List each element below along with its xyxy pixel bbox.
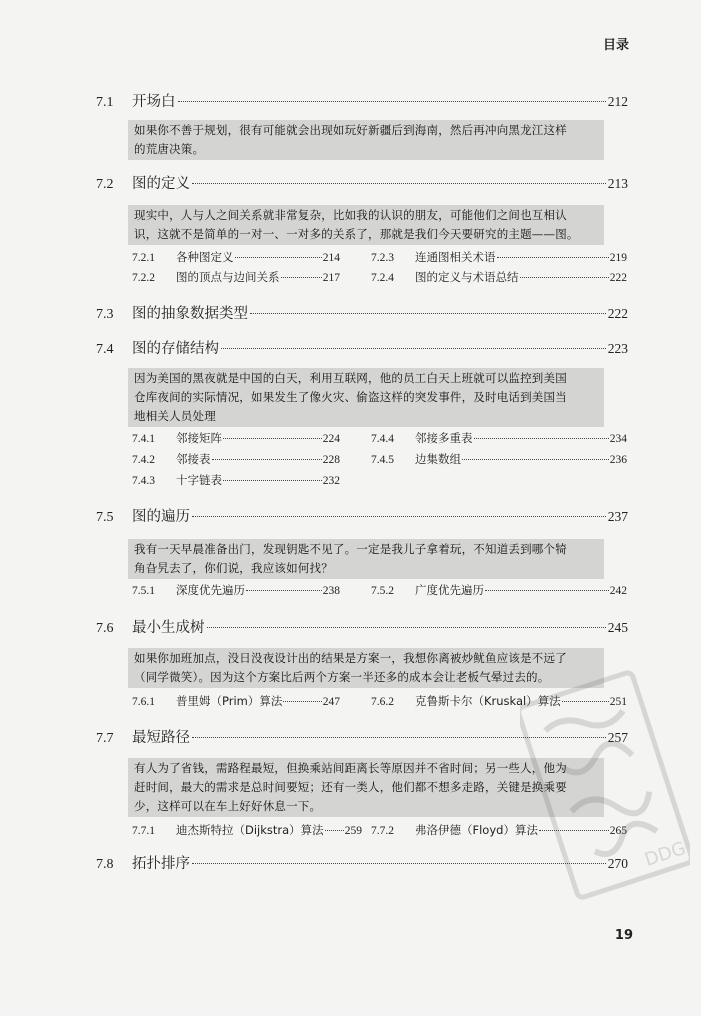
subsection-number: 7.7.2 (371, 825, 394, 837)
subsection-entry[interactable] (371, 451, 627, 469)
section-quote (128, 648, 604, 688)
leader-dots (192, 863, 606, 864)
quote-line: 少，这样可以在车上好好休息一下。 (134, 799, 322, 813)
subsection-title: 普里姆（Prim）算法 (176, 694, 283, 708)
subsection-number: 7.4.5 (371, 454, 394, 466)
subsection-entry[interactable] (132, 269, 340, 287)
subsection-entry[interactable] (132, 249, 340, 267)
toc-entry[interactable] (96, 505, 628, 527)
subsection-title: 图的顶点与边间关系 (176, 270, 280, 284)
quote-line: 仓库夜间的实际情况，如果发生了像火灾、偷盗这样的突发事件，及时电话到美国当 (134, 390, 567, 404)
subsection-page: 251 (609, 696, 627, 708)
header-label: 目录 (602, 38, 629, 53)
subsection-title: 邻接表 (176, 452, 211, 466)
page-number: 19 (614, 928, 633, 943)
quote-line: 因为美国的黑夜就是中国的白天，利用互联网，他的员工白天上班就可以监控到美国 (134, 371, 567, 385)
subsection-page: 265 (609, 825, 627, 837)
toc-entry[interactable] (96, 616, 628, 638)
leader-dots (462, 459, 609, 460)
leader-dots (562, 701, 609, 702)
subsection-entry[interactable] (371, 693, 627, 711)
toc-entry[interactable] (96, 852, 628, 874)
subsection-page: 232 (322, 475, 340, 487)
subsection-title: 邻接多重表 (415, 431, 473, 445)
subsection-entry[interactable] (371, 582, 627, 600)
subsection-page: 259 (344, 825, 362, 837)
section-title: 开场白 (132, 94, 176, 110)
subsection-title: 深度优先遍历 (176, 583, 245, 597)
subsection-title: 边集数组 (415, 452, 461, 466)
section-number: 7.1 (96, 95, 114, 110)
subsection-number: 7.4.3 (132, 475, 155, 487)
section-title: 拓扑排序 (132, 856, 190, 872)
subsection-entry[interactable] (132, 693, 340, 711)
subsection-number: 7.2.4 (371, 272, 394, 284)
quote-line: 有人为了省钱，需路程最短，但换乘站间距离长等原因并不省时间；另一些人，他为 (134, 761, 567, 775)
section-number: 7.2 (96, 177, 114, 192)
subsection-number: 7.2.1 (132, 252, 155, 264)
subsection-entry[interactable] (132, 451, 340, 469)
subsection-entry[interactable] (132, 822, 362, 840)
subsection-page: 236 (609, 454, 627, 466)
subsection-page: 234 (609, 433, 627, 445)
leader-dots (520, 277, 609, 278)
section-title: 最短路径 (132, 730, 190, 746)
subsection-title: 邻接矩阵 (176, 431, 222, 445)
toc-entry[interactable] (96, 302, 628, 324)
subsection-title: 各种图定义 (176, 250, 234, 264)
toc-entry[interactable] (96, 337, 628, 359)
quote-line: 识，这就不是简单的一对一、一对多的关系了，那就是我们今天要研究的主题——图。 (134, 227, 579, 241)
leader-dots (539, 830, 609, 831)
section-title: 图的存储结构 (132, 341, 219, 357)
quote-line: 我有一天早晨准备出门，发现钥匙不见了。一定是我儿子拿着玩，不知道丢到哪个犄 (134, 542, 567, 556)
subsection-title: 克鲁斯卡尔（Kruskal）算法 (415, 694, 561, 708)
leader-dots (207, 627, 606, 628)
leader-dots (235, 257, 322, 258)
subsection-page: 222 (609, 272, 627, 284)
leader-dots (283, 701, 321, 702)
subsection-number: 7.6.2 (371, 696, 394, 708)
subsection-title: 十字链表 (176, 473, 222, 487)
quote-line: 的荒唐决策。 (134, 142, 205, 156)
section-number: 7.4 (96, 342, 114, 357)
leader-dots (223, 480, 322, 481)
leader-dots (250, 313, 606, 314)
leader-dots (281, 277, 322, 278)
leader-dots (178, 101, 606, 102)
quote-line: （同学微笑）。因为这个方案比后两个方案一半还多的成本会让老板气晕过去的。 (134, 670, 550, 684)
subsection-number: 7.2.2 (132, 272, 155, 284)
section-page: 257 (607, 730, 628, 745)
section-page: 222 (607, 306, 628, 321)
section-title: 图的抽象数据类型 (132, 306, 248, 322)
subsection-page: 238 (322, 585, 340, 597)
section-quote (128, 368, 604, 427)
leader-dots (485, 590, 609, 591)
leader-dots (474, 438, 609, 439)
leader-dots (497, 257, 609, 258)
subsection-number: 7.2.3 (371, 252, 394, 264)
section-quote (128, 539, 604, 579)
section-quote (128, 205, 604, 245)
subsection-page: 214 (322, 252, 340, 264)
quote-line: 地相关人员处理 (134, 409, 216, 423)
section-page: 237 (607, 509, 628, 524)
subsection-number: 7.5.1 (132, 585, 155, 597)
subsection-title: 迪杰斯特拉（Dijkstra）算法 (176, 823, 324, 837)
subsection-page: 224 (322, 433, 340, 445)
quote-line: 角旮旯去了，你们说，我应该如何找？ (134, 561, 333, 575)
toc-entry[interactable] (96, 90, 628, 112)
section-page: 212 (607, 94, 628, 109)
subsection-number: 7.7.1 (132, 825, 155, 837)
subsection-entry[interactable] (371, 249, 627, 267)
section-number: 7.6 (96, 621, 114, 636)
subsection-page: 247 (322, 696, 340, 708)
section-quote (128, 758, 604, 817)
stamp-text: DDG (642, 837, 689, 871)
subsection-page: 219 (609, 252, 627, 264)
leader-dots (325, 830, 344, 831)
leader-dots (192, 516, 606, 517)
section-title: 最小生成树 (132, 620, 205, 636)
toc-entry[interactable] (96, 172, 628, 194)
subsection-entry[interactable] (371, 430, 627, 448)
subsection-title: 广度优先遍历 (415, 583, 484, 597)
subsection-title: 连通图相关术语 (415, 250, 496, 264)
subsection-title: 图的定义与术语总结 (415, 270, 519, 284)
leader-dots (192, 737, 606, 738)
section-page: 270 (607, 856, 628, 871)
subsection-number: 7.4.4 (371, 433, 394, 445)
subsection-entry[interactable] (132, 582, 340, 600)
quote-line: 赶时间，最大的需求是总时间要短；还有一类人，他们都不想多走路，关键是换乘要 (134, 780, 567, 794)
subsection-entry[interactable] (371, 822, 627, 840)
subsection-number: 7.5.2 (371, 585, 394, 597)
toc-entry[interactable] (96, 726, 628, 748)
section-number: 7.5 (96, 510, 114, 525)
section-number: 7.3 (96, 307, 114, 322)
section-number: 7.8 (96, 857, 114, 872)
leader-dots (192, 183, 606, 184)
subsection-number: 7.4.2 (132, 454, 155, 466)
section-number: 7.7 (96, 731, 114, 746)
section-page: 223 (607, 341, 628, 356)
leader-dots (212, 459, 322, 460)
section-page: 245 (607, 620, 628, 635)
leader-dots (221, 348, 606, 349)
subsection-page: 228 (322, 454, 340, 466)
section-page: 213 (607, 176, 628, 191)
quote-line: 如果你不善于规划，很有可能就会出现如玩好新疆后到海南，然后再冲向黑龙江这样 (134, 123, 567, 137)
section-title: 图的遍历 (132, 509, 190, 525)
subsection-entry[interactable] (132, 430, 340, 448)
subsection-number: 7.6.1 (132, 696, 155, 708)
quote-line: 现实中，人与人之间关系就非常复杂，比如我的认识的朋友，可能他们之间也互相认 (134, 208, 567, 222)
subsection-page: 242 (609, 585, 627, 597)
section-quote (128, 120, 604, 160)
quote-line: 如果你加班加点，没日没夜设计出的结果是方案一，我想你离被炒鱿鱼应该是不远了 (134, 651, 567, 665)
subsection-page: 217 (322, 272, 340, 284)
leader-dots (223, 438, 322, 439)
subsection-entry[interactable] (132, 472, 340, 490)
subsection-entry[interactable] (371, 269, 627, 287)
section-title: 图的定义 (132, 176, 190, 192)
subsection-title: 弗洛伊德（Floyd）算法 (415, 823, 538, 837)
leader-dots (246, 590, 322, 591)
subsection-number: 7.4.1 (132, 433, 155, 445)
